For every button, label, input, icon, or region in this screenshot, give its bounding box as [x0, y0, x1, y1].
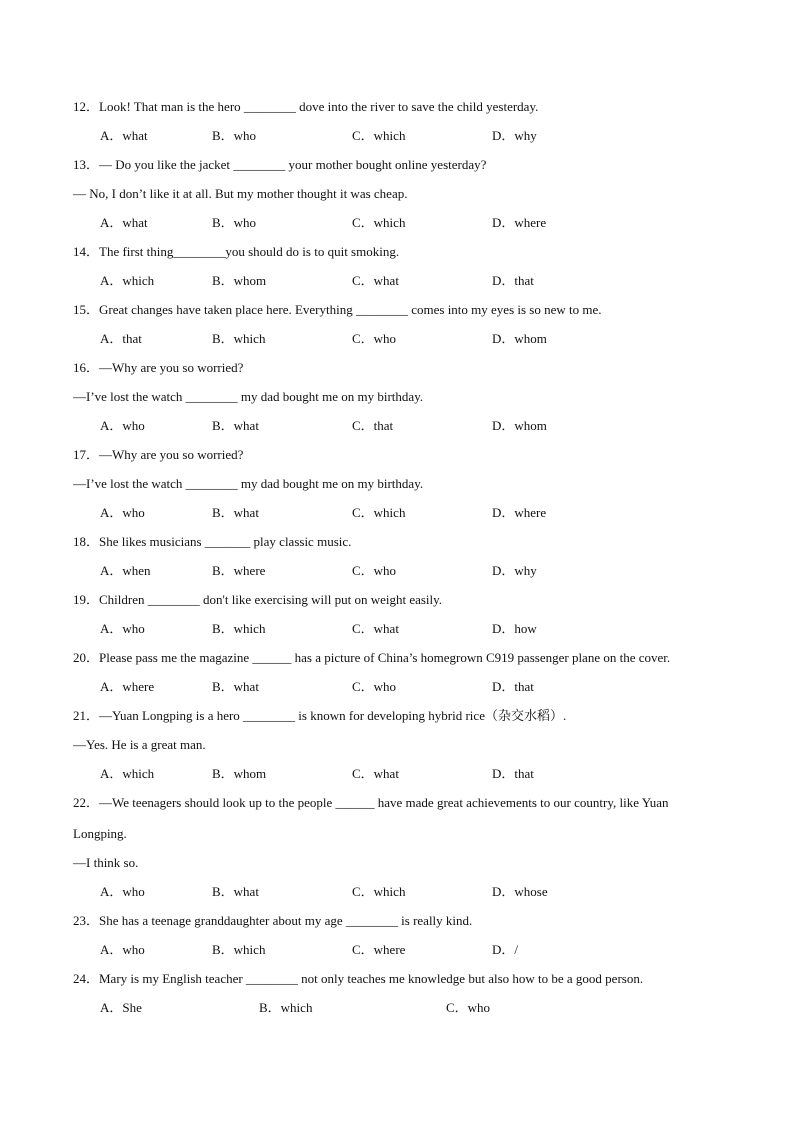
- option-a[interactable]: A．when: [100, 563, 151, 578]
- question-stem: 16．—Why are you so worried?: [73, 360, 244, 375]
- option-b[interactable]: B．whom: [212, 766, 267, 781]
- option-b[interactable]: B．what: [212, 505, 259, 520]
- option-b[interactable]: B．what: [212, 679, 259, 694]
- option-a[interactable]: A．who: [100, 942, 145, 957]
- question-stem: 19．Children ________ don't like exercising will put on weight easily.: [73, 592, 443, 607]
- question-stem: 15．Great changes have taken place here. Everything ________ comes into my eyes is so new to me.: [73, 302, 602, 317]
- option-c[interactable]: C．which: [352, 215, 406, 230]
- option-c[interactable]: C．what: [352, 273, 399, 288]
- option-a[interactable]: A．which: [100, 766, 155, 781]
- option-c[interactable]: C．that: [352, 418, 394, 433]
- option-b[interactable]: B．what: [212, 884, 259, 899]
- answer-options: [0, 273, 800, 289]
- option-b[interactable]: B．which: [259, 1000, 313, 1015]
- answer-options: [0, 766, 800, 782]
- question-line: —Yes. He is a great man.: [73, 737, 206, 752]
- option-d[interactable]: D．how: [492, 621, 537, 636]
- option-b[interactable]: B．which: [212, 942, 266, 957]
- option-a[interactable]: A．who: [100, 621, 145, 636]
- question-stem: 12．Look! That man is the hero ________ dove into the river to save the child yesterday.: [73, 99, 539, 114]
- option-b[interactable]: B．where: [212, 563, 266, 578]
- option-c[interactable]: C．what: [352, 766, 399, 781]
- option-a[interactable]: A．what: [100, 215, 148, 230]
- option-d[interactable]: D．whom: [492, 331, 547, 346]
- option-a[interactable]: A．She: [100, 1000, 142, 1015]
- question-line: — No, I don’t like it at all. But my mother thought it was cheap.: [73, 186, 408, 201]
- option-c[interactable]: C．which: [352, 884, 406, 899]
- option-d[interactable]: D．/: [492, 942, 519, 957]
- question-line: —I’ve lost the watch ________ my dad bought me on my birthday.: [73, 476, 424, 491]
- option-a[interactable]: A．what: [100, 128, 148, 143]
- option-b[interactable]: B．who: [212, 128, 257, 143]
- answer-options: [0, 331, 800, 347]
- option-d[interactable]: D．whose: [492, 884, 548, 899]
- option-d[interactable]: D．why: [492, 128, 537, 143]
- answer-options: [0, 621, 800, 637]
- option-c[interactable]: C．what: [352, 621, 399, 636]
- option-d[interactable]: D．where: [492, 215, 547, 230]
- option-d[interactable]: D．that: [492, 273, 534, 288]
- question-line: —I’ve lost the watch ________ my dad bought me on my birthday.: [73, 389, 424, 404]
- question-line: Longping.: [73, 826, 127, 841]
- question-stem: 18．She likes musicians _______ play classic music.: [73, 534, 352, 549]
- option-b[interactable]: B．which: [212, 331, 266, 346]
- option-a[interactable]: A．which: [100, 273, 155, 288]
- question-line: —I think so.: [73, 855, 139, 870]
- option-c[interactable]: C．where: [352, 942, 406, 957]
- option-a[interactable]: A．who: [100, 505, 145, 520]
- option-c[interactable]: C．who: [446, 1000, 491, 1015]
- option-c[interactable]: C．who: [352, 679, 397, 694]
- option-a[interactable]: A．who: [100, 418, 145, 433]
- option-b[interactable]: B．what: [212, 418, 259, 433]
- answer-options: [0, 215, 800, 231]
- answer-options: [0, 1000, 800, 1016]
- question-stem: 22．—We teenagers should look up to the people ______ have made great achievements to our country, like Yuan: [73, 795, 669, 810]
- question-stem: 14．The first thing________you should do is to quit smoking.: [73, 244, 400, 259]
- option-d[interactable]: D．why: [492, 563, 537, 578]
- question-stem: 24．Mary is my English teacher ________ not only teaches me knowledge but also how to be a good person.: [73, 971, 644, 986]
- option-b[interactable]: B．whom: [212, 273, 267, 288]
- option-c[interactable]: C．which: [352, 505, 406, 520]
- option-a[interactable]: A．that: [100, 331, 142, 346]
- option-d[interactable]: D．where: [492, 505, 547, 520]
- answer-options: [0, 942, 800, 958]
- answer-options: [0, 563, 800, 579]
- option-a[interactable]: A．where: [100, 679, 155, 694]
- option-b[interactable]: B．which: [212, 621, 266, 636]
- option-c[interactable]: C．which: [352, 128, 406, 143]
- question-stem: 23．She has a teenage granddaughter about my age ________ is really kind.: [73, 913, 473, 928]
- option-a[interactable]: A．who: [100, 884, 145, 899]
- option-d[interactable]: D．whom: [492, 418, 547, 433]
- answer-options: [0, 418, 800, 434]
- answer-options: [0, 884, 800, 900]
- option-d[interactable]: D．that: [492, 679, 534, 694]
- question-stem: 21．—Yuan Longping is a hero ________ is known for developing hybrid rice（杂交水稻）.: [73, 708, 567, 723]
- answer-options: [0, 505, 800, 521]
- answer-options: [0, 679, 800, 695]
- option-c[interactable]: C．who: [352, 331, 397, 346]
- option-b[interactable]: B．who: [212, 215, 257, 230]
- question-stem: 13．— Do you like the jacket ________ your mother bought online yesterday?: [73, 157, 487, 172]
- question-stem: 17．—Why are you so worried?: [73, 447, 244, 462]
- answer-options: [0, 128, 800, 144]
- question-stem: 20．Please pass me the magazine ______ has a picture of China’s homegrown C919 passenger plane on the cover.: [73, 650, 671, 665]
- option-c[interactable]: C．who: [352, 563, 397, 578]
- option-d[interactable]: D．that: [492, 766, 534, 781]
